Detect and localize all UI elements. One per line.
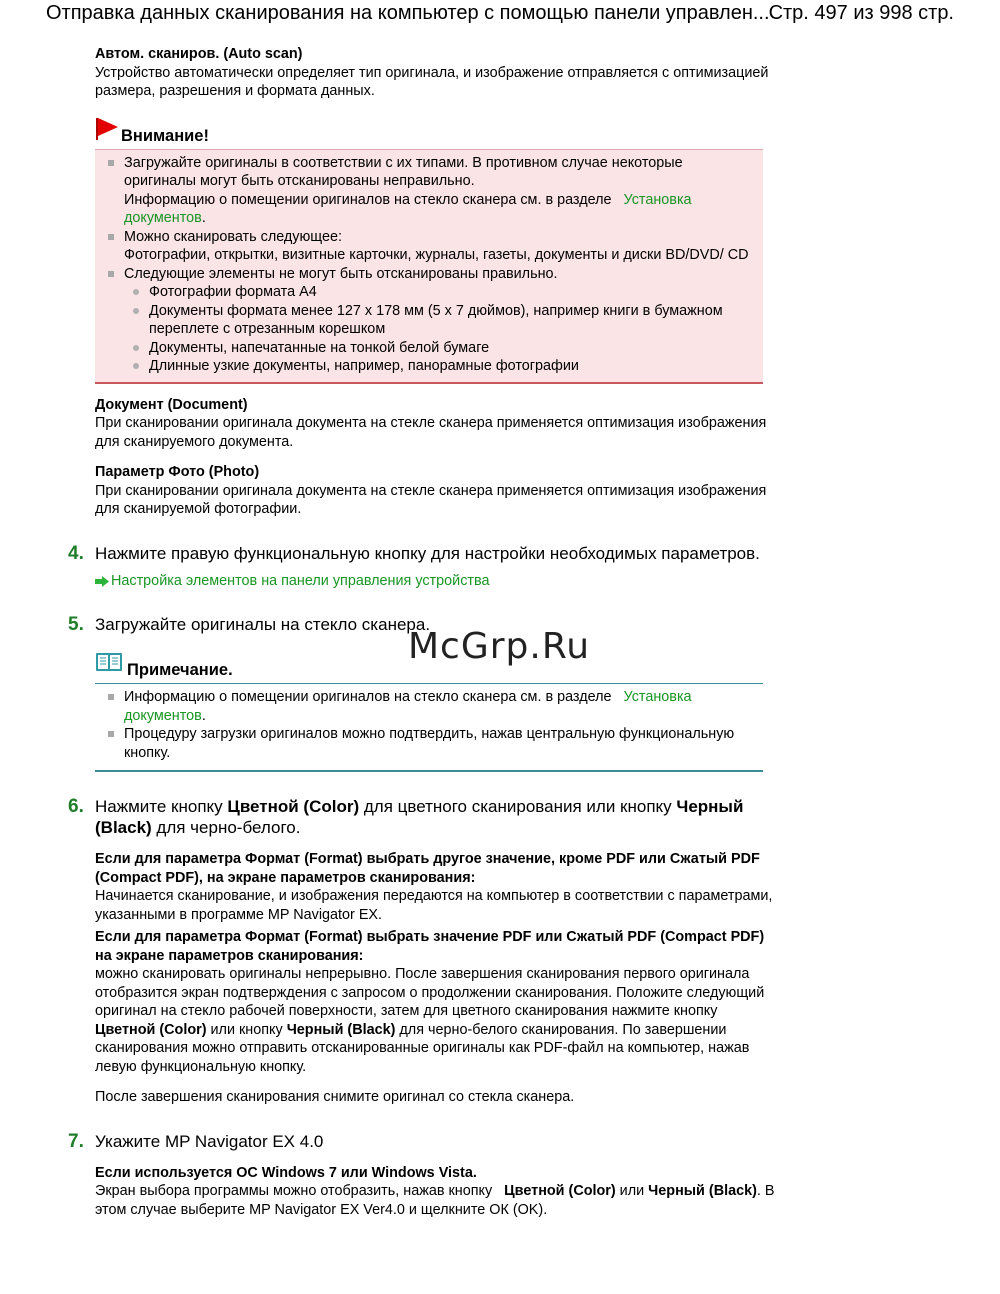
settings-link-text[interactable]: Настройка элементов на панели управления устройства	[111, 572, 490, 589]
after-scan-text: После завершения сканирования снимите оригинал со стекла сканера.	[95, 1089, 575, 1105]
case-2-text-c: для черно-белого сканирования. По завершении сканирования можно отправить отсканированные оригиналы как PDF-файл на компьютер, нажав левую функциональную кнопку.	[95, 1021, 750, 1075]
caution-box	[95, 123, 763, 384]
note-item-1-end: .	[201, 707, 206, 724]
installation-docs-link[interactable]: Установка документов	[124, 191, 692, 226]
case-2-black: Черный (Black)	[286, 1021, 396, 1038]
note-item-2: Процедуру загрузки оригиналов можно подтвердить, нажав центральную функциональную кнопку.	[103, 725, 755, 762]
note-item-1	[103, 688, 755, 725]
caution-item-1	[103, 154, 755, 228]
step-6-case-2	[95, 928, 775, 1076]
settings-link[interactable]	[95, 572, 775, 591]
step-6	[68, 796, 775, 838]
case-2-color: Цветной (Color)	[95, 1021, 207, 1038]
step-4-text: Нажмите правую функциональную кнопку для настройки необходимых параметров.	[95, 543, 760, 563]
case-2-text	[95, 965, 775, 1076]
step-5-text: Загружайте оригиналы на стекло сканера.	[95, 615, 431, 634]
note-body	[95, 683, 763, 772]
caution-item-2	[103, 228, 755, 265]
step-6-number: 6.	[68, 796, 84, 817]
caution-item-2-list: Фотографии, открытки, визитные карточки, журналы, газеты, документы и диски BD/DVD/ CD	[124, 247, 749, 263]
caution-item-1-end: .	[201, 210, 206, 226]
step-7-text: Укажите MP Navigator EX 4.0	[95, 1131, 324, 1151]
step-7-sub	[95, 1164, 775, 1220]
step-6-pre: Нажмите кнопку	[95, 797, 228, 816]
auto-scan-term: Автом. сканиров. (Auto scan)	[95, 46, 303, 62]
case-1-heading: Если для параметра Формат (Format) выбрать другое значение, кроме PDF или Сжатый PDF (Compact PDF), на экране параметров сканирования:	[95, 851, 760, 886]
caution-subitem: Документы формата менее 127 x 178 мм (5 x 7 дюймов), например книги в бумажном переплете с отрезанным корешком	[124, 302, 755, 339]
step-7-sub-b: или	[615, 1183, 649, 1199]
document-term: Документ (Document)	[95, 396, 248, 413]
step-7	[68, 1130, 775, 1152]
note-box	[95, 657, 763, 772]
photo-section	[95, 463, 775, 519]
step-4-number: 4.	[68, 542, 84, 564]
caution-header	[95, 123, 763, 149]
note-title: Примечание.	[127, 661, 233, 679]
case-2-text-a: можно сканировать оригиналы непрерывно. После завершения сканирования первого оригинала отобразится экран подтверждения с запросом о продолжении сканирования. Положите следующий оригинал на стекло рабочей поверхности, затем для цветного сканирования нажмите кнопку	[95, 966, 765, 1019]
black-button-label: Черный (Black)	[95, 797, 744, 837]
photo-term: Параметр Фото (Photo)	[95, 464, 260, 480]
step-6-post: для черно-белого.	[151, 818, 301, 837]
caution-item-3-text: Следующие элементы не могут быть отсканированы правильно.	[124, 265, 558, 282]
red-flag-icon	[95, 117, 119, 141]
case-1-text: Начинается сканирование, и изображения передаются на компьютер в соответствии с параметрами, указанными в программе MP Navigator EX.	[95, 888, 773, 923]
page-header	[0, 2, 1000, 30]
document-section	[95, 396, 775, 452]
step-5-number: 5.	[68, 614, 84, 635]
case-2-text-b: или кнопку	[206, 1021, 287, 1038]
step-7-color: Цветной (Color)	[504, 1183, 616, 1199]
open-book-icon	[95, 651, 123, 673]
caution-item-1-ref: Информацию о помещении оригиналов на стекло сканера см. в разделе	[124, 191, 612, 208]
arrow-right-icon	[95, 576, 109, 587]
caution-item-3	[103, 265, 755, 376]
step-7-sub-heading: Если используется ОС Windows 7 или Windows Vista.	[95, 1164, 477, 1181]
step-6-case-1	[95, 850, 775, 924]
step-7-number: 7.	[68, 1130, 84, 1152]
caution-title: Внимание!	[121, 126, 209, 145]
auto-scan-section	[95, 45, 775, 101]
caution-body	[95, 149, 763, 384]
caution-subitem: Документы, напечатанные на тонкой белой бумаге	[124, 339, 755, 358]
watermark: McGrp.Ru	[408, 626, 591, 667]
caution-subitem: Длинные узкие документы, например, панорамные фотографии	[124, 357, 755, 376]
note-installation-docs-link[interactable]: Установка документов	[124, 689, 692, 724]
caution-item-1-text: Загружайте оригиналы в соответствии с их типами. В противном случае некоторые оригиналы могут быть отсканированы неправильно.	[124, 154, 683, 189]
step-4	[68, 542, 775, 564]
note-item-1-text: Информацию о помещении оригиналов на стекло сканера см. в разделе	[124, 689, 612, 705]
document-desc: При сканировании оригинала документа на стекле сканера применяется оптимизация изображения для сканируемого документа.	[95, 415, 767, 450]
step-7-sub-c: . В этом случае выберите MP Navigator EX Ver4.0 и щелкните ОК (OK).	[95, 1183, 775, 1218]
photo-desc: При сканировании оригинала документа на стекле сканера применяется оптимизация изображения для сканируемой фотографии.	[95, 482, 767, 517]
step-7-sub-a: Экран выбора программы можно отобразить, нажав кнопку	[95, 1183, 497, 1199]
case-2-heading: Если для параметра Формат (Format) выбрать значение PDF или Сжатый PDF (Compact PDF) на экране параметров сканирования:	[95, 929, 765, 964]
step-7-black: Черный (Black)	[648, 1183, 757, 1199]
color-button-label: Цветной (Color)	[227, 797, 360, 816]
auto-scan-desc: Устройство автоматически определяет тип оригинала, и изображение отправляется с оптимизацией размера, разрешения и формата данных.	[95, 64, 769, 99]
caution-subitem: Фотографии формата A4	[124, 283, 755, 302]
caution-item-2-text: Можно сканировать следующее:	[124, 228, 342, 245]
document-title: Отправка данных сканирования на компьютер с помощью панели управлен...	[46, 2, 770, 24]
step-6-mid: для цветного сканирования или кнопку	[359, 797, 677, 816]
page-counter: Стр. 497 из 998 стр.	[768, 2, 954, 24]
step-7-sub-text	[95, 1182, 775, 1219]
